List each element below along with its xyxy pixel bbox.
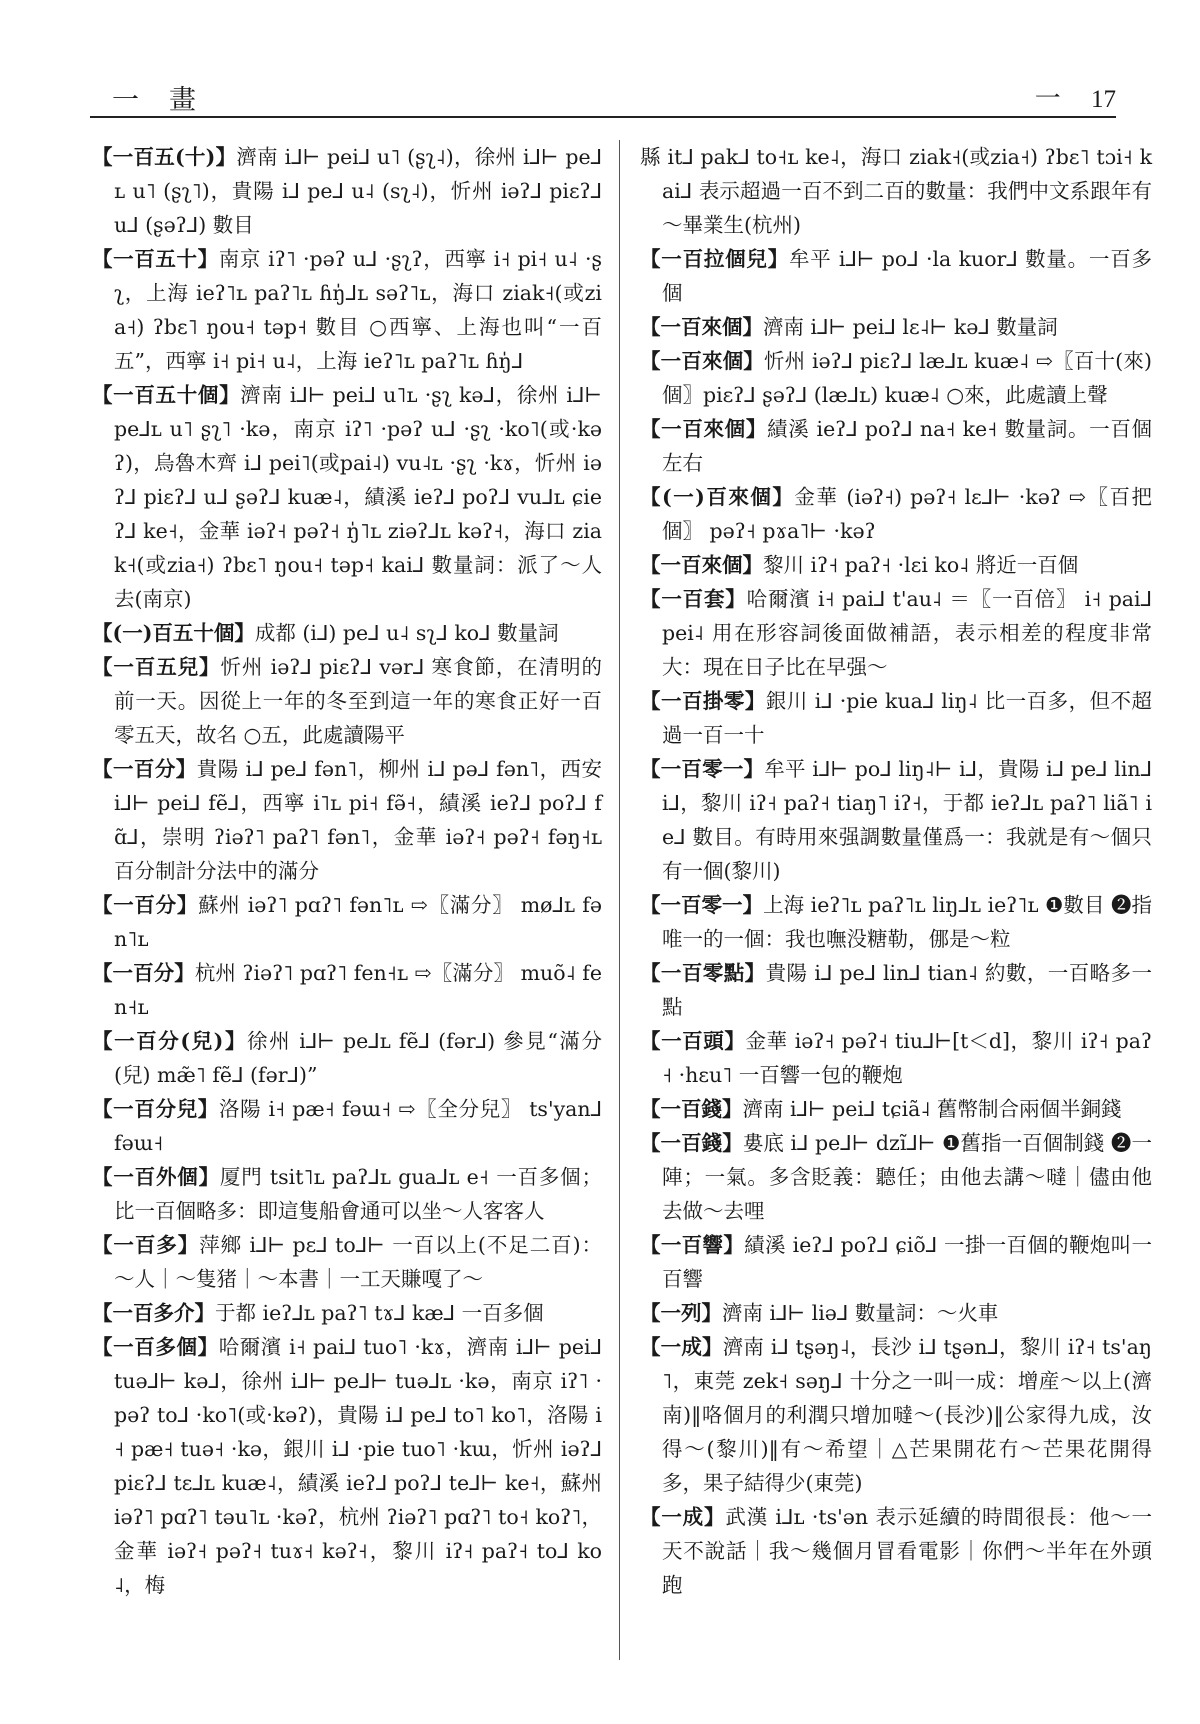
dictionary-entry: 【一百多】萍鄉 i⅃⊢ pɛ⅃ to⅃⊢ 一百以上(不足二百)：～人｜～隻猪｜～本書｜一工天賺嘎了～ <box>92 1233 602 1291</box>
dictionary-entry: 【一百分兒】洛陽 i˧ pæ˧ fəɯ˧ ⇨〖全分兒〗 ts'yan⅃ fəɯ˧ <box>92 1097 603 1155</box>
page-header-right <box>1035 78 1116 115</box>
headword: 【一百五十個】 <box>92 383 241 407</box>
dictionary-entry: 【一百五十個】濟南 i⅃⊢ pei⅃ u˥ʟ ·ʂʅ kə⅃，徐州 i⅃⊢ pe⅃ʟ u˥ ʂʅ˥ ·kə，南京 iʔ˥ ·pəʔ u⅃ ·ʂʅ ·ko˥(或·kəʔ)，烏魯木齊 i⅃ pei˥(或pai˨) vu˨ʟ ·ʂʅ ·kɤ，忻州 iəʔ⅃ piɛʔ⅃ u⅃ ʂəʔ⅃ kuæ˨，績溪 ieʔ⅃ poʔ⅃ vu⅃ʟ ɕieʔ⅃ ke˧，金華 iəʔ˧ pəʔ˧ ŋ̍˥ʟ ziəʔ⅃ʟ kəʔ˧，海口 ziak˧(或zia˧) ʔbɛ˥ ŋou˧ təp˧ kai⅃ 數量詞：派了～人去(南京) <box>92 383 602 611</box>
headword: 【一百零一】 <box>640 757 765 781</box>
headword: 【一百來個】 <box>640 553 763 577</box>
headword: 【一百零一】 <box>640 893 764 917</box>
header-char: 一 <box>1034 84 1061 114</box>
dictionary-entry: 【一列】濟南 i⅃⊢ liə⅃ 數量詞：～火車 <box>640 1301 999 1325</box>
dictionary-entry: 【一百零一】牟平 i⅃⊢ po⅃ liŋ˨⊢ i⅃，貴陽 i⅃ pe⅃ lin⅃ i⅃，黎川 iʔ˧ paʔ˧ tiaŋ˥ iʔ˧，于都 ieʔ⅃ʟ paʔ˥ liã˥ ie⅃ 數目。有時用來强調數量僅爲一：我就是有～個只有一個(黎川) <box>640 757 1153 883</box>
headword: 【一成】 <box>640 1335 723 1359</box>
dictionary-entry: 【一百頭】金華 iəʔ˧ pəʔ˧ tiu⅃⊢[t＜d]，黎川 iʔ˧ paʔ˧ ·hɛu˥ 一百響一包的鞭炮 <box>640 1029 1153 1087</box>
headword: 【一百分】 <box>92 893 199 917</box>
dictionary-entry: 【一百來個】績溪 ieʔ⅃ poʔ⅃ na˧ ke˧ 數量詞。一百個左右 <box>640 417 1153 475</box>
headword: 【一百錢】 <box>640 1097 743 1121</box>
headword: 【一百外個】 <box>92 1165 220 1189</box>
dictionary-entry: 【一成】武漢 i⅃ʟ ·ts'ən 表示延續的時間很長：他～一天不說話｜我～幾個月冒看電影｜你們～半年在外頭跑 <box>640 1505 1153 1597</box>
dictionary-entry: 【一百錢】濟南 i⅃⊢ pei⅃ tɕiã˨ 舊幣制合兩個半銅錢 <box>640 1097 1122 1121</box>
dictionary-entry: 【(一)百五十個】成都 (i⅃) pe⅃ u˨ sʅ⅃ ko⅃ 數量詞 <box>92 621 559 645</box>
headword: 【一百掛零】 <box>640 689 766 713</box>
dictionary-entry: 【一百分】貴陽 i⅃ pe⅃ fən˥，柳州 i⅃ pə⅃ fən˥，西安 i⅃⊢ pei⅃ fẽ⅃，西寧 i˥ʟ pi˧ fə̃˧，績溪 ieʔ⅃ poʔ⅃ fɑ̃⅃，崇明 ʔiəʔ˥ paʔ˥ fən˥，金華 iəʔ˧ pəʔ˧ fəŋ˧ʟ 百分制計分法中的滿分 <box>92 757 603 883</box>
headword: 【一列】 <box>640 1301 722 1325</box>
headword: 【一百套】 <box>640 587 747 611</box>
dictionary-entry: 【一百來個】黎川 iʔ˧ paʔ˧ ·lɛi ko˨ 將近一百個 <box>640 553 1079 577</box>
headword: 【一百來個】 <box>640 417 768 441</box>
headword: 【一百來個】 <box>640 349 764 373</box>
headword: 【(一)百五十個】 <box>92 621 255 645</box>
dictionary-entry: 【一成】濟南 i⅃ tʂəŋ˨，長沙 i⅃ tʂən⅃，黎川 iʔ˧ ts'aŋ˥，東莞 zek˧ səŋ⅃ 十分之一叫一成：增産～以上(濟南)‖咯個月的利潤只增加噠～(長沙)‖公家得九成，汝得～(黎川)‖有～希望｜△芒果開花冇～芒果花開得多，果子結得少(東莞) <box>640 1335 1152 1495</box>
dictionary-entry: 【一百五十】南京 iʔ˥ ·pəʔ u⅃ ·ʂʅʔ，西寧 i˧ pi˧ u˨ ·ʂʅ，上海 ieʔ˥ʟ paʔ˥ʟ ɦŋ̍⅃ʟ səʔ˥ʟ，海口 ziak˧(或zia˧) ʔbɛ˥ ŋou˧ təp˧ 數目 ○西寧、上海也叫“一百五”，西寧 i˧ pi˧ u˨，上海 ieʔ˥ʟ paʔ˥ʟ ɦŋ̍⅃ <box>92 247 602 373</box>
headword: 【一百拉個兒】 <box>640 247 790 271</box>
headword: 【一百響】 <box>640 1233 745 1257</box>
headword: 【一百零點】 <box>640 961 766 985</box>
dictionary-entry: 【一百拉個兒】牟平 i⅃⊢ po⅃ ·la kuor⅃ 數量。一百多個 <box>640 247 1153 305</box>
headword: 【一百分兒】 <box>92 1097 219 1121</box>
right-column <box>640 140 1152 1602</box>
headword: 【一百分】 <box>92 961 195 985</box>
headword: 【一百分(兒)】 <box>92 1029 248 1053</box>
headword: 【一百多】 <box>92 1233 200 1257</box>
dictionary-entry: 【一百五(十)】濟南 i⅃⊢ pei⅃ u˥ (ʂʅ˨)，徐州 i⅃⊢ pe⅃ʟ u˥ (ʂʅ˥)，貴陽 i⅃ pe⅃ u˨ (sʅ˨)，忻州 iəʔ⅃ piɛʔ⅃ u⅃ (ʂəʔ⅃) 數目 <box>92 145 602 237</box>
dictionary-entry: 【一百多個】哈爾濱 i˧ pai⅃ tuo˥ ·kɤ，濟南 i⅃⊢ pei⅃ tuə⅃⊢ kə⅃，徐州 i⅃⊢ pe⅃⊢ tuə⅃ʟ ·kə，南京 iʔ˥ ·pəʔ to⅃ ·ko˥(或·kəʔ)，貴陽 i⅃ pe⅃ to˥ ko˥，洛陽 i˧ pæ˧ tuə˧ ·kə，銀川 i⅃ ·pie tuo˥ ·kɯ，忻州 iəʔ⅃ piɛʔ⅃ tɛ⅃ʟ kuæ˨，績溪 ieʔ⅃ poʔ⅃ te⅃⊢ ke˧，蘇州 iəʔ˥ pɑʔ˥ təu˥ʟ ·kəʔ，杭州 ʔiəʔ˥ pɑʔ˥ to˧ koʔ˥，金華 iəʔ˧ pəʔ˧ tuɤ˧ kəʔ˧，黎川 iʔ˧ paʔ˧ to⅃ ko˨，梅 <box>92 1335 602 1597</box>
left-column <box>92 140 602 1602</box>
dictionary-entry: 【一百來個】忻州 iəʔ⅃ piɛʔ⅃ læ⅃ʟ kuæ˨ ⇨〖百十(來)個〗piɛʔ⅃ ʂəʔ⅃ (læ⅃ʟ) kuæ˨ ○來，此處讀上聲 <box>640 349 1152 407</box>
dictionary-entry: 【一百分】蘇州 iəʔ˥ pɑʔ˥ fən˥ʟ ⇨〖滿分〗 mø⅃ʟ fən˥ʟ <box>92 893 603 951</box>
dictionary-entry: 【一百分】杭州 ʔiəʔ˥ pɑʔ˥ fen˧ʟ ⇨〖滿分〗 muõ˨ fen˧ʟ <box>92 961 602 1019</box>
dictionary-entry: 【一百五兒】忻州 iəʔ⅃ piɛʔ⅃ vər⅃ 寒食節，在清明的前一天。因從上一年的冬至到這一年的寒食正好一百零五天，故名 ○五，此處讀陽平 <box>92 655 603 747</box>
dictionary-entry: 【一百掛零】銀川 i⅃ ·pie kua⅃ liŋ˨ 比一百多，但不超過一百一十 <box>640 689 1152 747</box>
dictionary-entry: 【(一)百來個】金華 (iəʔ˧) pəʔ˧ lɛ⅃⊢ ·kəʔ ⇨〖百把個〗 pəʔ˧ pɤa˥⊢ ·kəʔ <box>640 485 1152 543</box>
dictionary-entry: 【一百外個】厦門 tsit˥ʟ paʔ⅃ʟ gua⅃ʟ e˧ 一百多個；比一百個略多：即這隻船會通可以坐～人客客人 <box>92 1165 602 1223</box>
page-header <box>90 70 1116 118</box>
headword: 【一百錢】 <box>640 1131 743 1155</box>
section-title: 一畫 <box>112 85 226 116</box>
headword: 【一百頭】 <box>640 1029 746 1053</box>
dictionary-entry: 【一百分(兒)】徐州 i⅃⊢ pe⅃ʟ fẽ⅃ (fər⅃) 參見“滿分(兒) mæ̃˥ fẽ⅃ (fər⅃)” <box>92 1029 602 1087</box>
headword: 【一百五十】 <box>92 247 219 271</box>
headword: 【一百分】 <box>92 757 197 781</box>
dictionary-entry: 【一百零點】貴陽 i⅃ pe⅃ lin⅃ tian˨ 約數，一百略多一點 <box>640 961 1152 1019</box>
headword: 【一成】 <box>640 1505 726 1529</box>
dictionary-entry: 【一百來個】濟南 i⅃⊢ pei⅃ lɛ˨⊢ kə⅃ 數量詞 <box>640 315 1058 339</box>
page-number: 17 <box>1091 86 1116 113</box>
headword: 【一百五兒】 <box>92 655 221 679</box>
headword: 【(一)百來個】 <box>640 485 795 509</box>
headword: 【一百來個】 <box>640 315 763 339</box>
dictionary-entry: 【一百多介】于都 ieʔ⅃ʟ paʔ˥ tɤ⅃ kæ⅃ 一百多個 <box>92 1301 544 1325</box>
headword: 【一百多介】 <box>92 1301 215 1325</box>
dictionary-entry: 【一百零一】上海 ieʔ˥ʟ paʔ˥ʟ liŋ⅃ʟ ieʔ˥ʟ ❶數目 ❷指唯一的一個：我也嘸没糖勒，㑚是～粒 <box>640 893 1152 951</box>
headword: 【一百多個】 <box>92 1335 219 1359</box>
dictionary-entry: 縣 it⅃ pak⅃ to˧ʟ ke˨，海口 ziak˧(或zia˧) ʔbɛ˥ tɔi˧ kai⅃ 表示超過一百不到二百的數量：我們中文系跟年有～畢業生(杭州) <box>640 145 1152 237</box>
dictionary-entry: 【一百響】績溪 ieʔ⅃ poʔ⅃ ɕiõ⅃ 一掛一百個的鞭炮叫一百響 <box>640 1233 1153 1291</box>
dictionary-entry: 【一百錢】婁底 i⅃ pe⅃⊢ dzĩ⅃⊢ ❶舊指一百個制錢 ❷一陣；一氣。多含貶義：聽任；由他去講～噠｜儘由他去做～去哩 <box>640 1131 1152 1223</box>
dictionary-entry: 【一百套】哈爾濱 i˧ pai⅃ t'au˨ ＝〖一百倍〗 i˧ pai⅃ pei˨ 用在形容詞後面做補語，表示相差的程度非常大：現在日子比在早强～ <box>640 587 1153 679</box>
headword: 【一百五(十)】 <box>92 145 237 169</box>
